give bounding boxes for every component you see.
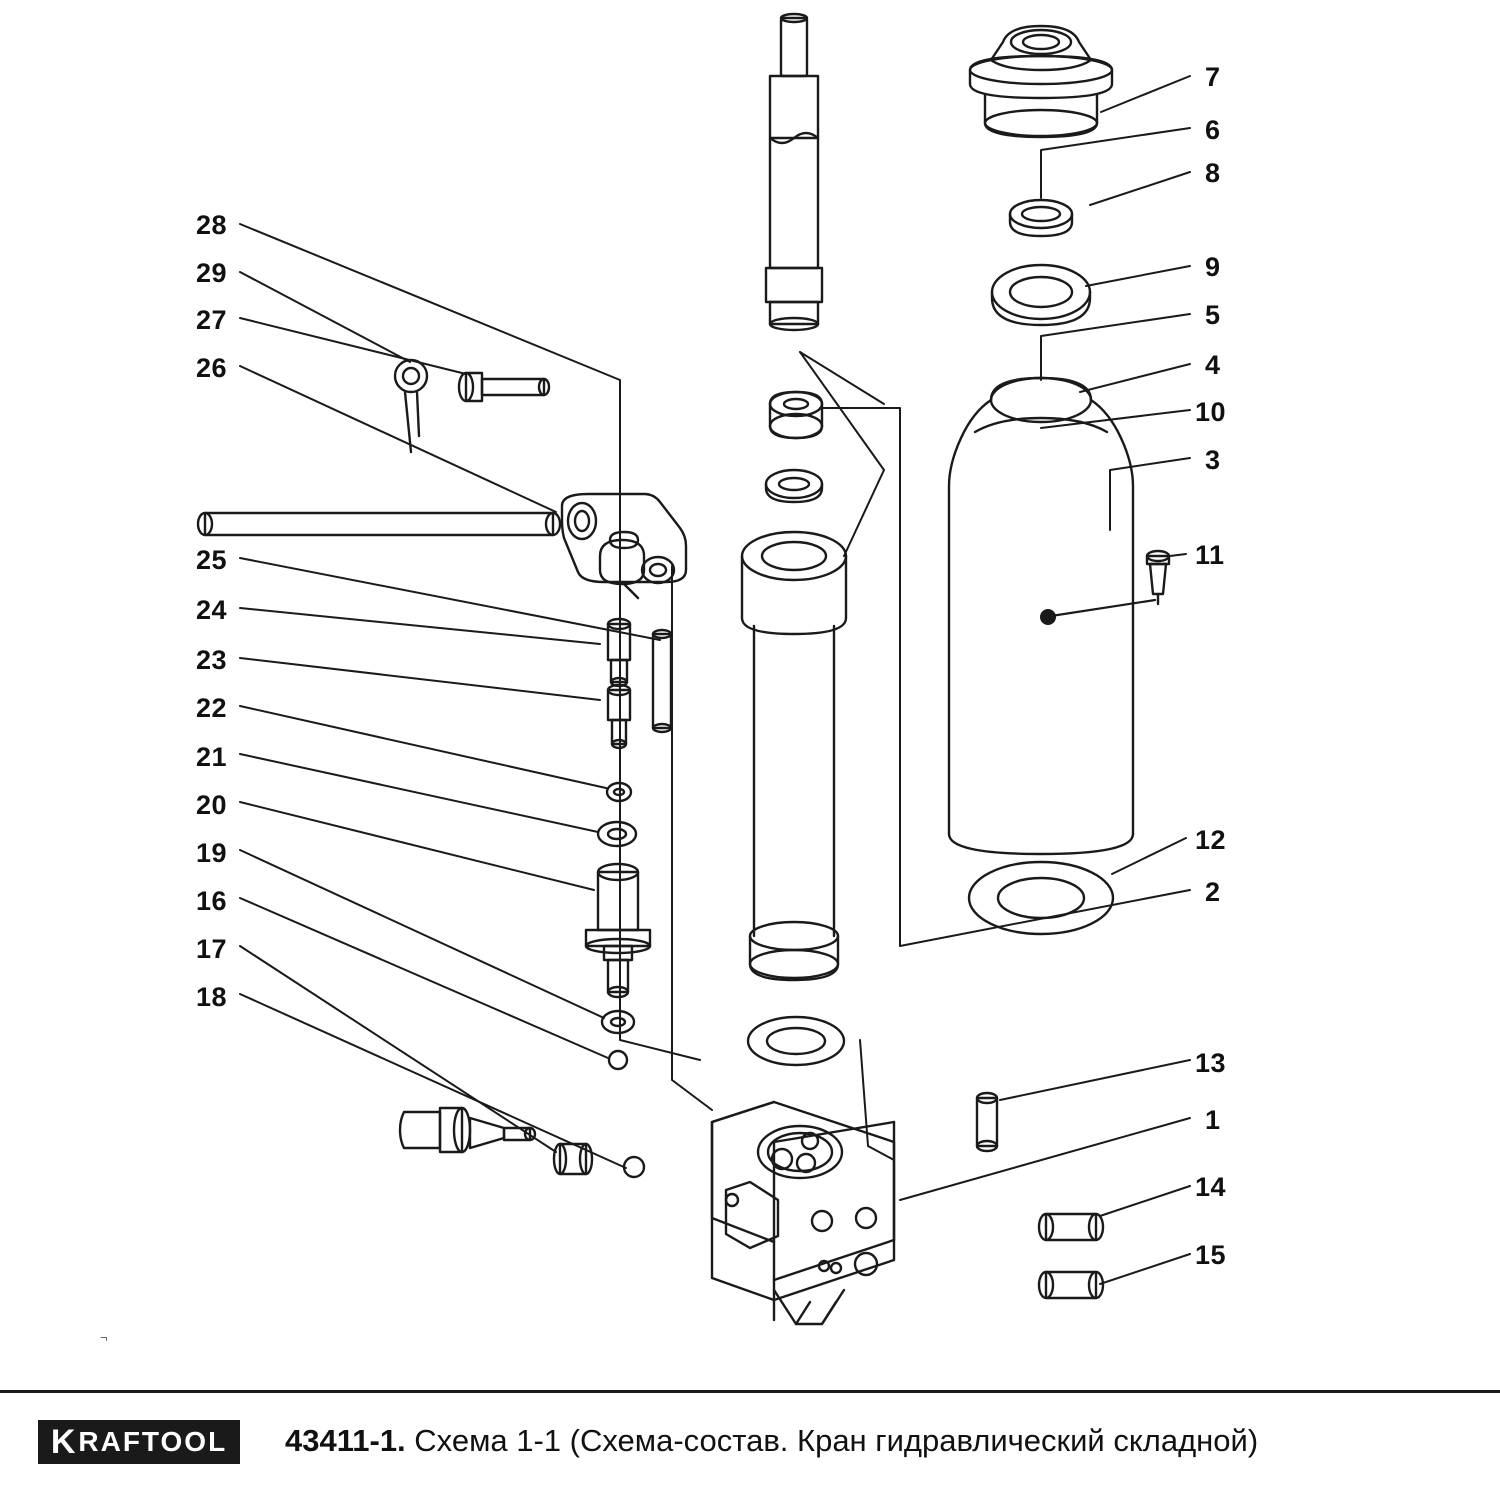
- callout-25: 25: [196, 545, 228, 575]
- brand-logo: [38, 1420, 240, 1464]
- brand-rest: RAFTOOL: [78, 1426, 228, 1457]
- callout-5: 5: [1205, 300, 1221, 330]
- callout-10: 10: [1195, 397, 1227, 427]
- callout-1: 1: [1205, 1105, 1221, 1135]
- part-10-oring: [766, 470, 822, 502]
- part-14-dowel: [1039, 1214, 1103, 1240]
- callout-9: 9: [1205, 252, 1221, 282]
- callout-11: 11: [1195, 540, 1225, 570]
- part-19-oring: [602, 1011, 634, 1033]
- callout-29: 29: [196, 258, 228, 288]
- part-8-oring: [1010, 200, 1072, 236]
- part-27-handle-socket: [562, 494, 686, 598]
- part-11-screw: [1040, 551, 1169, 625]
- callout-23: 23: [196, 645, 228, 675]
- part-9-oring-large: [992, 265, 1090, 325]
- callout-2: 2: [1205, 877, 1221, 907]
- callout-15: 15: [1195, 1240, 1227, 1270]
- part-6-piston-rod: [766, 14, 822, 330]
- corner-mark: ¬: [100, 1330, 108, 1345]
- diagram-caption: [285, 1423, 1258, 1459]
- part-13-pin: [977, 1093, 997, 1151]
- footer-bar: [0, 1390, 1500, 1503]
- part-18-fitting: [400, 1108, 535, 1152]
- diagram-code: 43411-1.: [285, 1423, 406, 1458]
- callout-28: 28: [196, 210, 228, 240]
- part-ball-small: [624, 1157, 644, 1177]
- brand-initial: K: [50, 1423, 78, 1461]
- callout-13: 13: [1195, 1048, 1227, 1078]
- callout-18: 18: [196, 982, 228, 1012]
- callout-3: 3: [1205, 445, 1221, 475]
- callout-14: 14: [1195, 1172, 1227, 1202]
- callout-26: 26: [196, 353, 228, 383]
- callout-22: 22: [196, 693, 228, 723]
- part-28-cotter-pin: [395, 360, 427, 452]
- part-4-bushing: [770, 392, 822, 438]
- callout-16: 16: [196, 886, 228, 916]
- callout-21: 21: [196, 742, 228, 772]
- callout-20: 20: [196, 790, 228, 820]
- leader-lines-right: [820, 76, 1190, 1284]
- callout-24: 24: [196, 595, 228, 625]
- callout-17: 17: [196, 934, 228, 964]
- part-2-oring: [748, 1017, 844, 1065]
- diagram-title: Схема 1-1 (Схема-состав. Кран гидравлический складной): [414, 1423, 1259, 1458]
- part-12-oring: [969, 862, 1113, 934]
- part-17-sleeve: [554, 1144, 592, 1174]
- callout-4: 4: [1205, 350, 1221, 380]
- part-25-pin: [653, 630, 671, 732]
- callout-27: 27: [196, 305, 228, 335]
- callout-7: 7: [1205, 62, 1221, 92]
- callout-12: 12: [1195, 825, 1227, 855]
- part-16-ball: [609, 1051, 627, 1069]
- part-7-filler-plug: [970, 26, 1112, 137]
- part-5-pump-cylinder: [742, 532, 846, 980]
- part-15-dowel: [1039, 1272, 1103, 1298]
- part-26-handle-tube: [198, 513, 560, 535]
- callout-8: 8: [1205, 158, 1221, 188]
- callout-6: 6: [1205, 115, 1221, 145]
- part-29-bolt: [459, 373, 549, 401]
- part-20-valve-body: [586, 864, 650, 997]
- callout-19: 19: [196, 838, 228, 868]
- part-21-washer: [598, 822, 636, 846]
